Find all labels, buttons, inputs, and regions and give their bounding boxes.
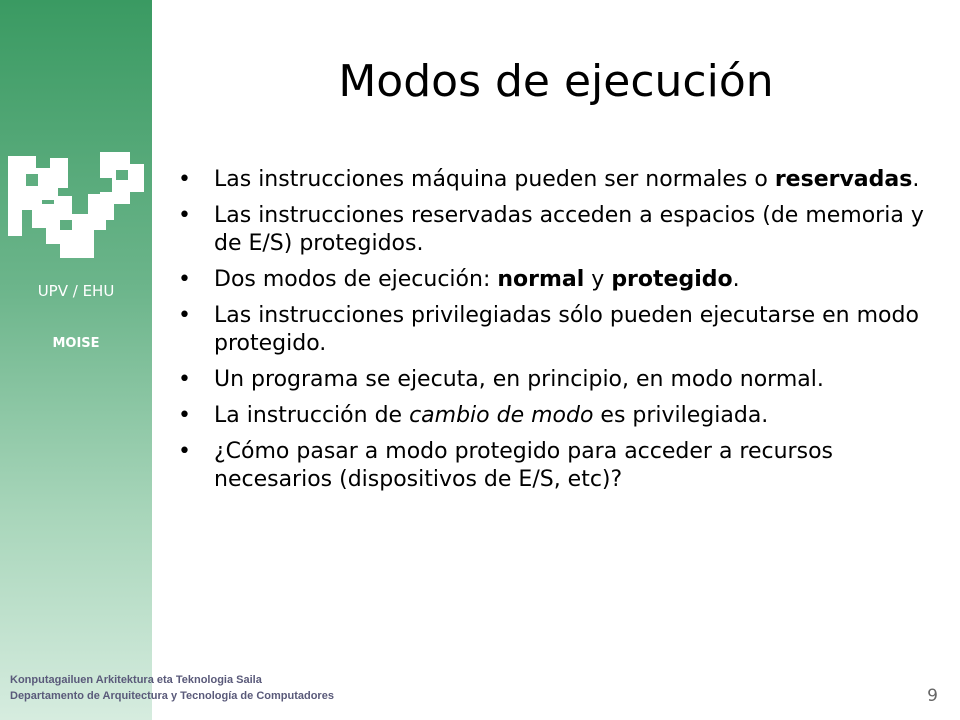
bullet-item <box>172 266 924 294</box>
bullet-text: cambio de modo <box>409 403 594 428</box>
bullet-text: protegido <box>611 267 733 292</box>
bullet-list <box>172 166 924 502</box>
bullet-text: y <box>584 267 612 292</box>
sidebar <box>0 0 152 720</box>
footer-line-1: Konputagailuen Arkitektura eta Teknologia Saila <box>10 674 262 686</box>
bullet-text: Las instrucciones reservadas acceden a espacios (de memoria y de E/S) protegidos. <box>214 203 924 256</box>
bullet-text: Las instrucciones privilegiadas sólo pueden ejecutarse en modo protegido. <box>214 303 919 356</box>
university-label: UPV / EHU <box>37 282 115 300</box>
bullet-text: reservadas <box>774 167 913 192</box>
bullet-dot-icon: • <box>178 267 191 292</box>
bullet-text: es privilegiada. <box>593 403 769 428</box>
bullet-text: . <box>732 267 740 292</box>
bullet-text: ¿Cómo pasar a modo protegido para acceder a recursos necesarios (dispositivos de E/S, etc)? <box>214 439 833 492</box>
bullet-dot-icon: • <box>178 439 191 464</box>
course-label: MOISE <box>52 336 100 351</box>
bullet-text: Dos modos de ejecución: <box>214 267 498 292</box>
bullet-text: normal <box>497 267 585 292</box>
footer <box>10 672 334 704</box>
footer-line-2: Departamento de Arquitectura y Tecnología de Computadores <box>10 690 334 702</box>
bullet-item <box>172 438 924 494</box>
slide-title: Modos de ejecución <box>338 56 774 107</box>
bullet-text: Las instrucciones máquina pueden ser normales o <box>214 167 775 192</box>
bullet-dot-icon: • <box>178 403 191 428</box>
bullet-item <box>172 302 924 358</box>
page-number: 9 <box>927 686 938 706</box>
bullet-dot-icon: • <box>178 203 191 228</box>
upv-ehu-logo-icon <box>2 148 148 266</box>
bullet-dot-icon: • <box>178 303 191 328</box>
bullet-dot-icon: • <box>178 167 191 192</box>
bullet-item <box>172 166 924 194</box>
bullet-item <box>172 402 924 430</box>
bullet-text: . <box>912 167 920 192</box>
bullet-item <box>172 366 924 394</box>
bullet-text: La instrucción de <box>214 403 410 428</box>
bullet-text: Un programa se ejecuta, en principio, en modo normal. <box>214 367 824 392</box>
bullet-dot-icon: • <box>178 367 191 392</box>
bullet-item <box>172 202 924 258</box>
